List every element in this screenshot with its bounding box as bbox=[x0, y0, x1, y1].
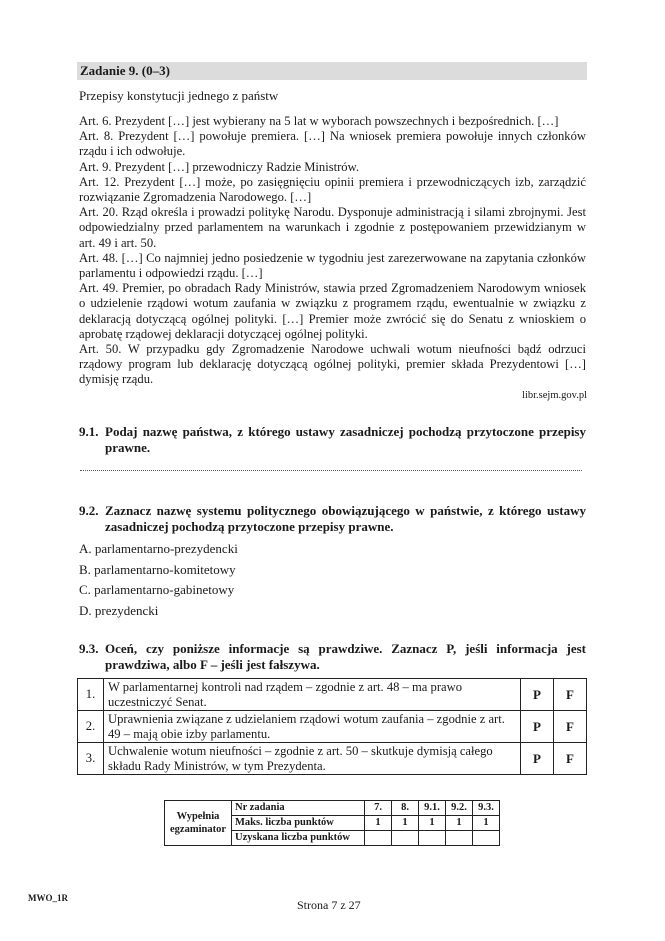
table-row bbox=[78, 743, 587, 775]
question-number: 9.1. bbox=[79, 424, 99, 439]
examiner-score-table bbox=[164, 800, 500, 846]
options-list bbox=[79, 541, 238, 623]
statement: Uchwalenie wotum nieufności – zgodnie z art. 50 – skutkuje dymisją całego składu Rady Ministrów, w tym Prezydenta. bbox=[104, 743, 521, 775]
max-points: 1 bbox=[473, 816, 500, 831]
question-number: 9.2. bbox=[79, 503, 99, 518]
page-number: Strona 7 z 27 bbox=[297, 898, 361, 912]
question-9-2 bbox=[79, 503, 586, 535]
examiner-label: Wypełnia egzaminator bbox=[165, 801, 232, 846]
question-text: Oceń, czy poniższe informacje są prawdziwe. Zaznacz P, jeśli informacja jest prawdziwa, albo F – jeśli jest fałszywa. bbox=[105, 641, 586, 672]
max-points: 1 bbox=[365, 816, 392, 831]
article-49: Art. 49. Premier, po obradach Rady Ministrów, stawia przed Zgromadzeniem Narodowym wniosek o udzielenie rządowi wotum zaufania w związku z programem rządu, ewentualnie w związku z deklaracją dotyczącą ogólnej polityki. […] Premier może zwrócić się do Senatu z wnioskiem o aprobatę rządowej deklaracji dotyczącej ogólnej polityki. bbox=[79, 281, 586, 341]
row-label-max-points: Maks. liczba punktów bbox=[232, 816, 365, 831]
table-row bbox=[78, 711, 587, 743]
true-false-table bbox=[77, 678, 587, 775]
row-label-obtained-points: Uzyskana liczba punktów bbox=[232, 831, 365, 846]
obtained-points-field[interactable] bbox=[419, 831, 446, 846]
article-50: Art. 50. W przypadku gdy Zgromadzenie Narodowe uchwali wotum nieufności bądź odrzuci rządowy program lub deklarację dotyczącą ogólnej polityki, premier składa Prezydentowi […] dymisję rządu. bbox=[79, 342, 586, 387]
true-option[interactable]: P bbox=[521, 743, 554, 775]
option-d[interactable]: D. prezydencki bbox=[79, 602, 159, 618]
task-number: 8. bbox=[392, 801, 419, 816]
option-b[interactable]: B. parlamentarno-komitetowy bbox=[79, 561, 236, 577]
option-c[interactable]: C. parlamentarno-gabinetowy bbox=[79, 582, 235, 597]
answer-line-9-1[interactable] bbox=[80, 470, 582, 471]
row-number: 2. bbox=[78, 711, 104, 743]
true-option[interactable]: P bbox=[521, 679, 554, 711]
article-12: Art. 12. Prezydent […] może, po zasięgnięciu opinii premiera i przewodniczących izb, zarządzić rozwiązanie Zgromadzenia Narodowego. […] bbox=[79, 174, 586, 205]
question-number: 9.3. bbox=[79, 641, 99, 656]
source-citation: libr.sejm.gov.pl bbox=[522, 390, 587, 401]
article-9: Art. 9. Prezydent […] przewodniczy Radzie Ministrów. bbox=[79, 159, 360, 174]
true-option[interactable]: P bbox=[521, 711, 554, 743]
row-number: 3. bbox=[78, 743, 104, 775]
question-text: Zaznacz nazwę systemu politycznego obowiązującego w państwie, z którego ustawy zasadniczej pochodzą przytoczone przepisy prawne. bbox=[105, 503, 586, 534]
max-points: 1 bbox=[392, 816, 419, 831]
task-number: 9.3. bbox=[473, 801, 500, 816]
statement: Uprawnienia związane z udzielaniem rządowi wotum zaufania – zgodnie z art. 49 – mają obie izby parlamentu. bbox=[104, 711, 521, 743]
task-number: 9.1. bbox=[419, 801, 446, 816]
obtained-points-field[interactable] bbox=[365, 831, 392, 846]
table-row bbox=[78, 679, 587, 711]
row-label-task-number: Nr zadania bbox=[232, 801, 365, 816]
article-6: Art. 6. Prezydent […] jest wybierany na 5 lat w wyborach powszechnych i bezpośrednich. […] bbox=[79, 114, 559, 128]
option-a[interactable]: A. parlamentarno-prezydencki bbox=[79, 541, 238, 556]
article-8: Art. 8. Prezydent […] powołuje premiera. […] Na wniosek premiera powołuje innych członków rządu i ich odwołuje. bbox=[79, 129, 586, 159]
task-intro: Przepisy konstytucji jednego z państw bbox=[79, 88, 279, 103]
task-number: 9.2. bbox=[446, 801, 473, 816]
false-option[interactable]: F bbox=[554, 711, 587, 743]
question-text: Podaj nazwę państwa, z którego ustawy zasadniczej pochodzą przytoczone przepisy prawne. bbox=[105, 424, 586, 455]
question-9-3 bbox=[79, 641, 586, 673]
false-option[interactable]: F bbox=[554, 679, 587, 711]
statement: W parlamentarnej kontroli nad rządem – zgodnie z art. 48 – ma prawo uczestniczyć Senat. bbox=[104, 679, 521, 711]
constitution-articles bbox=[79, 114, 586, 388]
max-points: 1 bbox=[419, 816, 446, 831]
max-points: 1 bbox=[446, 816, 473, 831]
obtained-points-field[interactable] bbox=[392, 831, 419, 846]
false-option[interactable]: F bbox=[554, 743, 587, 775]
question-9-1 bbox=[79, 424, 586, 456]
task-number: 7. bbox=[365, 801, 392, 816]
row-number: 1. bbox=[78, 679, 104, 711]
obtained-points-field[interactable] bbox=[446, 831, 473, 846]
article-48: Art. 48. […] Co najmniej jedno posiedzenie w tygodniu jest zarezerwowane na zapytania członków parlamentu i odpowiedzi rządu. […] bbox=[79, 250, 586, 281]
task-header: Zadanie 9. (0–3) bbox=[77, 62, 587, 80]
article-20: Art. 20. Rząd określa i prowadzi politykę Narodu. Dysponuje administracją i silami zbrojnymi. Jest odpowiedzialny przed parlamentem na warunkach i zgodnie z postępowaniem przewidzianym w art. 49 i art. 50. bbox=[79, 205, 586, 250]
obtained-points-field[interactable] bbox=[473, 831, 500, 846]
exam-code: MWO_1R bbox=[28, 893, 68, 903]
